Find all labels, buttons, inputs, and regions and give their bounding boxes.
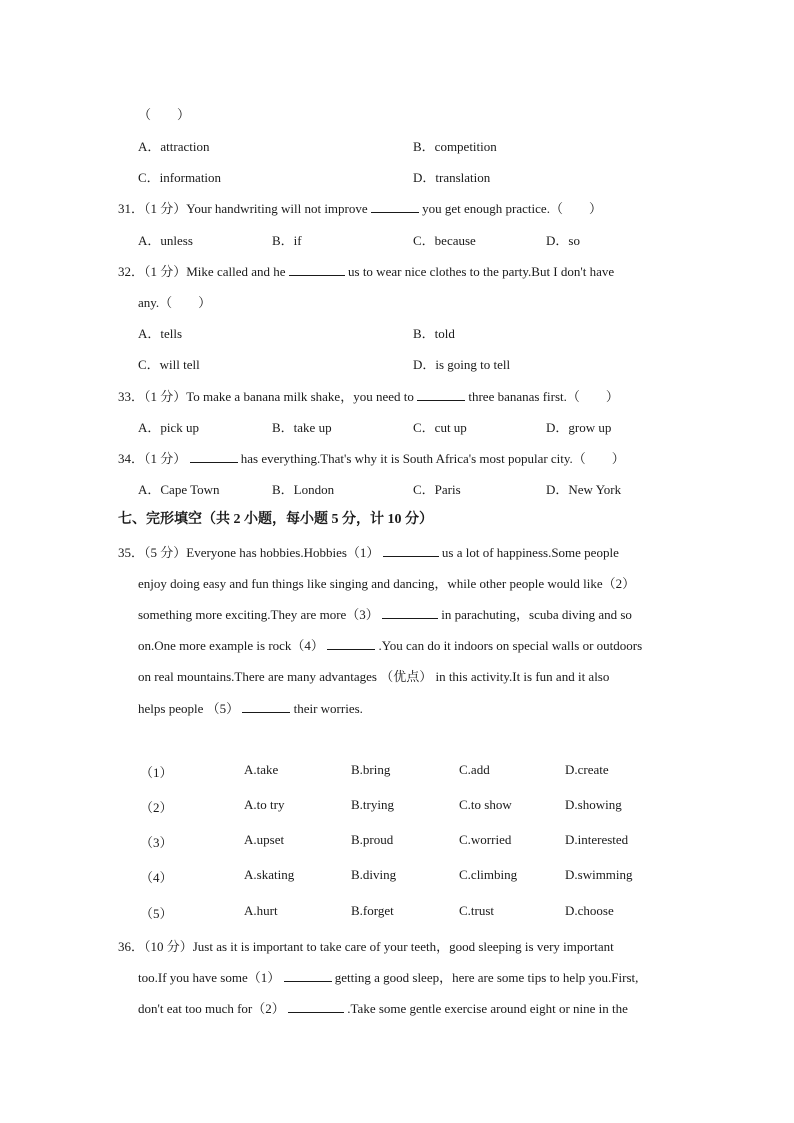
q35-row-3-option-c[interactable]: C.worried <box>459 832 512 847</box>
q35-row-2-option-a[interactable]: A.to try <box>244 797 285 812</box>
q35-blank-4[interactable] <box>327 637 375 650</box>
q35-row-2-option-d[interactable]: D.showing <box>565 797 622 812</box>
q35-blank-3[interactable] <box>382 606 438 619</box>
q35-blank-1[interactable] <box>383 544 439 557</box>
q35-row-4-number: （4） <box>140 870 173 885</box>
q36-line-2b: getting a good sleep，here are some tips to help you.First, <box>334 970 639 985</box>
q35-line-4b: .You can do it indoors on special walls or outdoors <box>378 638 643 653</box>
q35-line-2: enjoy doing easy and fun things like singing and dancing，while other people would like（2） <box>138 576 636 591</box>
q35-line-3 <box>138 604 632 623</box>
q30-answer-paren: （ ） <box>138 107 191 122</box>
q33-stem-post: three bananas first.（ ） <box>468 389 619 404</box>
q35-row-1-option-b[interactable]: B.bring <box>351 762 391 777</box>
q30-option-a[interactable]: A．attraction <box>138 139 210 154</box>
q33-stem-pre: 33．（1 分）To make a banana milk shake，you need to <box>118 389 414 404</box>
q32-option-b[interactable]: B．told <box>413 326 455 341</box>
q35-row-3-option-b[interactable]: B.proud <box>351 832 394 847</box>
q31-option-d[interactable]: D．so <box>546 233 580 248</box>
q31-stem <box>118 198 602 217</box>
q35-line-1 <box>118 542 619 561</box>
q33-stem <box>118 386 619 405</box>
q35-line-4a: on.One more example is rock（4） <box>138 638 324 653</box>
q36-blank-1[interactable] <box>284 969 332 982</box>
q35-row-4-option-a[interactable]: A.skating <box>244 867 295 882</box>
q32-stem-post: us to wear nice clothes to the party.But I don't have <box>348 264 615 279</box>
q30-option-d[interactable]: D．translation <box>413 170 491 185</box>
q35-row-5-option-d[interactable]: D.choose <box>565 903 614 918</box>
q34-option-d[interactable]: D．New York <box>546 482 622 497</box>
q32-stem-line2: any.（ ） <box>138 295 212 310</box>
q36-line-1: 36．（10 分）Just as it is important to take care of your teeth，good sleeping is very important <box>118 939 614 954</box>
q34-option-b[interactable]: B．London <box>272 482 335 497</box>
q31-option-c[interactable]: C．because <box>413 233 476 248</box>
q34-stem-pre: 34．（1 分） <box>118 451 187 466</box>
q35-line-3a: something more exciting.They are more（3） <box>138 607 379 622</box>
q32-stem-pre: 32．（1 分）Mike called and he <box>118 264 286 279</box>
q35-line-3b: in parachuting，scuba diving and so <box>441 607 632 622</box>
q33-option-b[interactable]: B．take up <box>272 420 332 435</box>
q32-option-c[interactable]: C．will tell <box>138 357 200 372</box>
q35-row-3-number: （3） <box>140 835 173 850</box>
q32-option-d[interactable]: D．is going to tell <box>413 357 511 372</box>
q31-stem-pre: 31．（1 分）Your handwriting will not improve <box>118 201 368 216</box>
q35-row-3-option-d[interactable]: D.interested <box>565 832 629 847</box>
q35-row-5-number: （5） <box>140 906 173 921</box>
q33-blank[interactable] <box>417 388 465 401</box>
q35-row-4-option-b[interactable]: B.diving <box>351 867 397 882</box>
q32-option-a[interactable]: A．tells <box>138 326 183 341</box>
section-heading-cloze: 七、完形填空（共 2 小题，每小题 5 分，计 10 分） <box>118 512 433 527</box>
q35-row-1-number: （1） <box>140 765 173 780</box>
q36-line-3a: don't eat too much for（2） <box>138 1001 285 1016</box>
q32-stem <box>118 261 614 280</box>
q35-blank-5[interactable] <box>242 700 290 713</box>
q36-line-2 <box>138 967 638 986</box>
q35-row-1-option-a[interactable]: A.take <box>244 762 279 777</box>
q35-line-1a: 35．（5 分）Everyone has hobbies.Hobbies（1） <box>118 545 380 560</box>
q35-line-1b: us a lot of happiness.Some people <box>441 545 619 560</box>
q35-line-6b: their worries. <box>293 701 363 716</box>
q35-row-1-option-d[interactable]: D.create <box>565 762 609 777</box>
q34-option-a[interactable]: A．Cape Town <box>138 482 220 497</box>
q30-option-c[interactable]: C．information <box>138 170 222 185</box>
q35-line-6a: helps people （5） <box>138 701 240 716</box>
q33-option-c[interactable]: C．cut up <box>413 420 467 435</box>
q36-blank-2[interactable] <box>288 1000 344 1013</box>
q34-blank[interactable] <box>190 450 238 463</box>
q35-line-6 <box>138 698 363 717</box>
q36-line-3 <box>138 998 628 1017</box>
q34-stem-post: has everything.That's why it is South Africa's most popular city.（ ） <box>240 451 625 466</box>
q36-line-2a: too.If you have some（1） <box>138 970 281 985</box>
q35-row-1-option-c[interactable]: C.add <box>459 762 490 777</box>
q35-line-5: on real mountains.There are many advantages （优点） in this activity.It is fun and it also <box>138 669 610 684</box>
q33-option-a[interactable]: A．pick up <box>138 420 200 435</box>
q35-row-5-option-c[interactable]: C.trust <box>459 903 495 918</box>
q33-option-d[interactable]: D．grow up <box>546 420 612 435</box>
q34-option-c[interactable]: C．Paris <box>413 482 461 497</box>
q35-row-2-option-c[interactable]: C.to show <box>459 797 512 812</box>
q32-blank[interactable] <box>289 263 345 276</box>
q31-stem-post: you get enough practice.（ ） <box>422 201 602 216</box>
q31-option-a[interactable]: A．unless <box>138 233 193 248</box>
q35-line-4 <box>138 635 642 654</box>
q30-option-b[interactable]: B．competition <box>413 139 497 154</box>
q36-line-3b: .Take some gentle exercise around eight or nine in the <box>347 1001 628 1016</box>
q35-row-5-option-a[interactable]: A.hurt <box>244 903 278 918</box>
q34-stem <box>118 448 625 467</box>
q31-option-b[interactable]: B．if <box>272 233 302 248</box>
q35-row-4-option-c[interactable]: C.climbing <box>459 867 518 882</box>
q35-row-4-option-d[interactable]: D.swimming <box>565 867 633 882</box>
q35-row-3-option-a[interactable]: A.upset <box>244 832 285 847</box>
q35-row-5-option-b[interactable]: B.forget <box>351 903 394 918</box>
q35-row-2-option-b[interactable]: B.trying <box>351 797 394 812</box>
q31-blank[interactable] <box>371 200 419 213</box>
q35-row-2-number: （2） <box>140 800 173 815</box>
